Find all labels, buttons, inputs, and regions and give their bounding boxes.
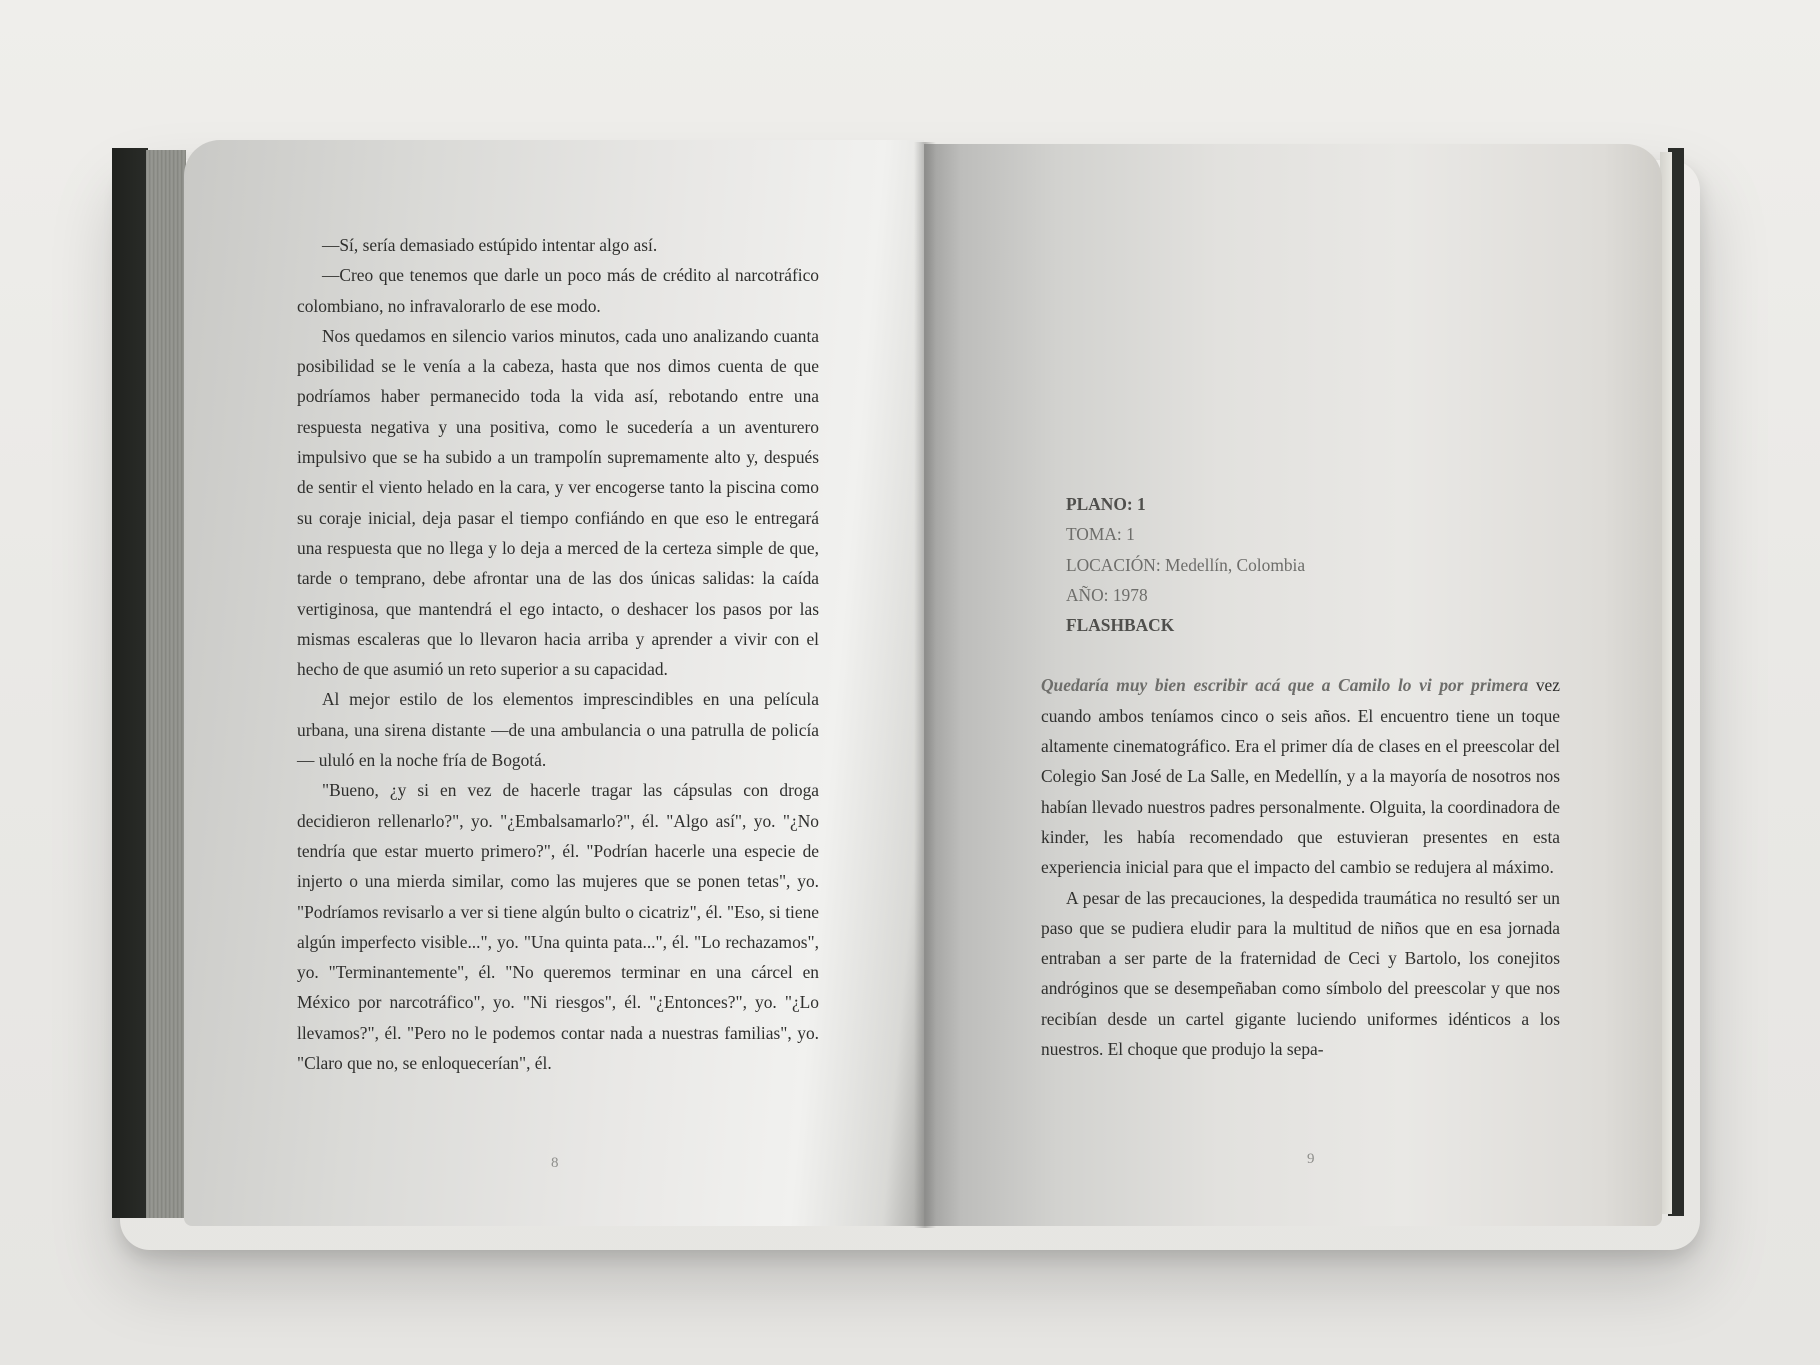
scene-flashback: FLASHBACK — [1066, 615, 1175, 636]
scene-toma: TOMA: 1 — [1066, 524, 1135, 545]
scene-anio: AÑO: 1978 — [1066, 584, 1148, 605]
body-paragraph: Nos quedamos en silencio varios minutos, cada uno analizando cuanta posibilidad se le venía a la cabeza, hasta que nos dimos cuenta de que podríamos haber permanecido toda la vida así, rebotando entre una respuesta negativa y una positiva, como le sucedería a un aventurero impulsivo que se ha subido a un trampolín supremamente alto y, después de sentir el viento helado en la cara, y ver encogerse tanto la piscina como su coraje inicial, deja pasar el tiempo confiándo en que eso le entregará una respuesta que no llega y lo deja a merced de la certeza simple de que, tarde o temprano, debe afrontar una de las dos únicas salidas: la caída vertiginosa, que mantendrá el ego intacto, o deshacer los pasos por las mismas escaleras que lo llevaron hacia arriba y aprender a vivir con el hecho de que asumió un reto superior a su capacidad. — [297, 325, 819, 680]
body-paragraph: A pesar de las precauciones, la despedida traumática no resultó ser un paso que se pudiera eludir para la multitud de niños que en esa jornada entraban a ser parte de la fraternidad de Ceci y Bartolo, los conejitos andróginos que se desempeñaban como símbolo del preescolar y que nos recibían desde un cartel gigante luciendo uniformes idénticos a los nuestros. El choque que produjo la sepa- — [1041, 887, 1560, 1060]
body-paragraph: Al mejor estilo de los elementos imprescindibles en una película urbana, una sirena distante —de una ambulancia o una patrulla de policía— ululó en la noche fría de Bogotá. — [297, 689, 819, 771]
intro-emphasis: Quedaría muy bien escribir acá que a Camilo lo vi por primera — [1041, 675, 1529, 696]
book-cover-left — [112, 148, 148, 1218]
section-spacer — [1041, 640, 1560, 670]
body-paragraph: "Bueno, ¿y si en vez de hacerle tragar las cápsulas con droga decidieron rellenarlo?", yo. "¿Embalsamarlo?", él. "Algo así", yo. "¿No tendría que estar muerto primero?", él. "Podrían hacerle una especie de injerto o una mierda similar, como las mujeres que se ponen tetas", yo. "Podríamos revisarlo a ver si tiene algún bulto o cicatriz", él. "Eso, si tiene algún imperfecto visible...", yo. "Una quinta pata...", él. "Lo rechazamos", yo. "Terminantemente", él. "No queremos terminar en una cárcel en México por narcotráfico", yo. "Ni riesgos", él. "¿Entonces?", yo. "¿Lo llevamos?", él. "Pero no le podemos contar nada a nuestras familias", yo. "Claro que no, se enloquecerían", él. — [297, 780, 819, 1074]
scene-plano: PLANO: 1 — [1066, 494, 1146, 514]
page-number-left: 8 — [551, 1155, 559, 1171]
page-block-edges-left — [146, 150, 186, 1218]
intro-rest: vez cuando ambos teníamos cinco o seis años. El encuentro tiene un toque altamente cinematográfico. Era el primer día de clases en el preescolar del Colegio San José de La Salle, en Medellín, y a la mayoría de nosotros nos habían llevado nuestros padres personalmente. Olguita, la coordinadora de kinder, les había recomendado que estuvieran presentes en esta experiencia inicial para que el impacto del cambio se redujera al máximo. — [1041, 675, 1560, 878]
book-gutter — [914, 142, 936, 1228]
left-page-text — [297, 230, 819, 1078]
dialogue-line: —Sí, sería demasiado estúpido intentar algo así. — [322, 235, 658, 255]
body-paragraph — [1041, 670, 1560, 882]
dialogue-line: —Creo que tenemos que darle un poco más de crédito al narcotráfico colombiano, no infravalorarlo de ese modo. — [297, 265, 819, 316]
right-page-text — [1041, 489, 1560, 1064]
scene-locacion: LOCACIÓN: Medellín, Colombia — [1066, 554, 1306, 575]
page-number-right: 9 — [1307, 1151, 1315, 1167]
